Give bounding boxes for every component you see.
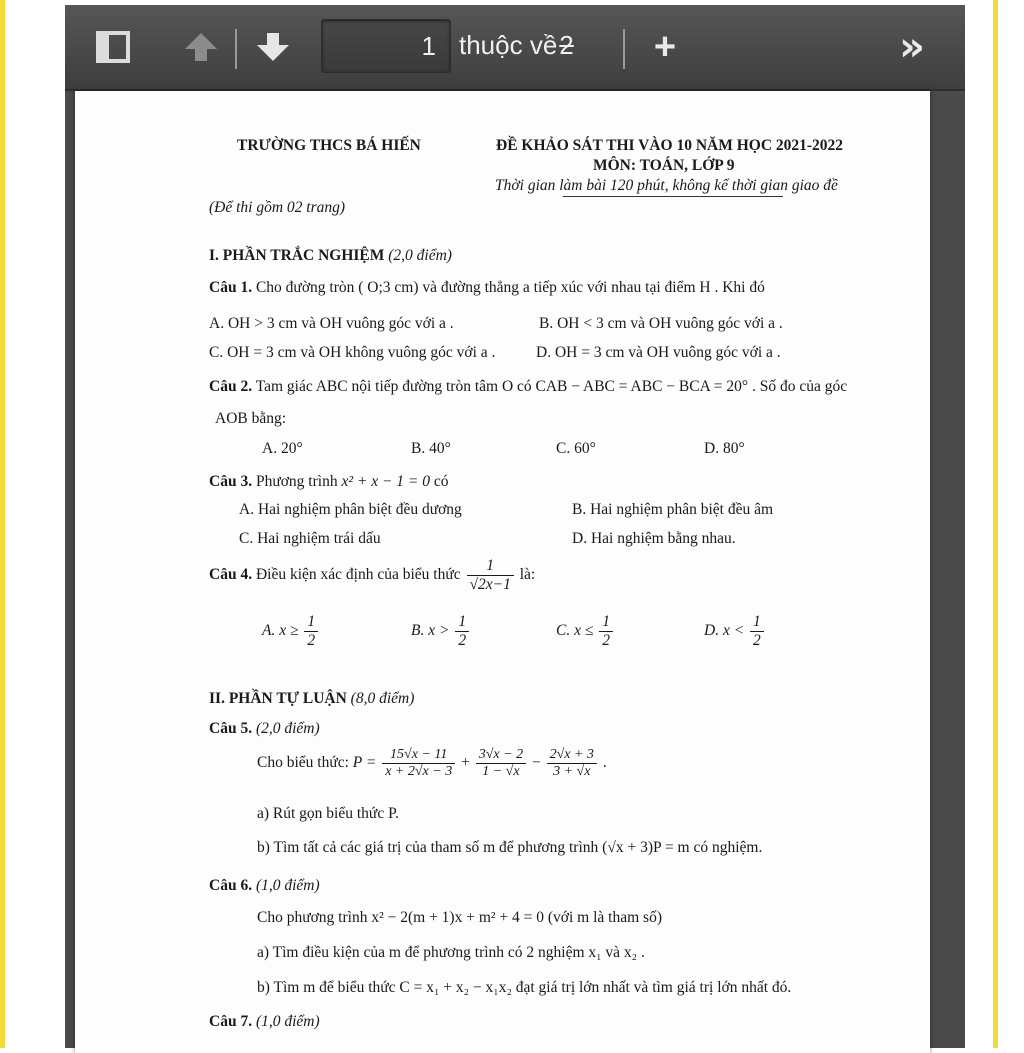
q1-option-b: B. OH < 3 cm và OH vuông góc với a . <box>539 315 783 332</box>
question-text-end: có <box>433 473 449 490</box>
q2-option-b: B. 40° <box>411 440 451 457</box>
part2-title: II. PHẦN TỰ LUẬN <box>209 690 347 707</box>
question-equation: x² + x − 1 = 0 <box>341 473 430 490</box>
viewer-toolbar <box>65 5 965 91</box>
part1-heading <box>209 247 452 266</box>
pages-note: (Để thi gồm 02 trang) <box>209 199 346 216</box>
fraction-denominator: 2 <box>307 631 316 649</box>
operator: + <box>461 754 470 772</box>
question-label: Câu 4. <box>209 565 253 583</box>
question-text: Cho đường tròn ( O;3 cm) và đường thẳng a tiếp xúc với nhau tại điểm H . Khi đó <box>255 279 765 296</box>
part2-points: (8,0 điểm) <box>350 690 415 707</box>
question-3 <box>209 473 449 492</box>
page-count-label <box>459 25 574 65</box>
exam-title: ĐỀ KHẢO SÁT THI VÀO 10 NĂM HỌC 2021-2022 <box>496 137 844 154</box>
viewer-scroll-gutter[interactable] <box>940 91 965 1048</box>
q3-option-a: A. Hai nghiệm phân biệt đều dương <box>239 501 462 518</box>
question-label: Câu 2. <box>209 378 253 395</box>
question-text-end: là: <box>519 565 536 583</box>
q5-part-b: b) Tìm tất cả các giá trị của tham số m để phương trình (√x + 3)P = m có nghiệm. <box>257 839 763 856</box>
q6-part-b: b) Tìm m để biểu thức C = x₁ + x₂ − x₁x₂ đạt giá trị lớn nhất và tìm giá trị lớn nhất đó. <box>257 979 792 996</box>
expression-fraction-2 <box>476 747 526 780</box>
question-text: Tam giác ABC nội tiếp đường tròn tâm O có CAB − ABC = ABC − BCA = 20° . Số đo của góc <box>255 378 848 395</box>
question-label: Câu 1. <box>209 279 253 296</box>
q4-option-d <box>704 613 766 650</box>
header-underline <box>563 196 783 197</box>
q3-option-d: D. Hai nghiệm bằng nhau. <box>572 530 736 547</box>
fraction-denominator: √2x−1 <box>469 575 511 593</box>
fraction-numerator: 1 <box>467 557 514 576</box>
arrow-up-icon <box>183 29 219 65</box>
option-fraction <box>455 613 469 650</box>
frame-border-right <box>993 0 998 1048</box>
question-2 <box>209 378 847 397</box>
expression-fraction-3 <box>547 747 597 780</box>
q5-part-a: a) Rút gọn biểu thức P. <box>257 805 399 822</box>
question-points: (2,0 điểm) <box>255 720 320 737</box>
fraction-denominator: 1 − √x <box>482 764 520 780</box>
expression-end: . <box>602 754 607 772</box>
fraction-numerator: 1 <box>304 613 318 632</box>
question-label: Câu 7. <box>209 1013 253 1030</box>
document-page <box>75 91 930 1053</box>
q4-option-c <box>556 613 615 650</box>
fraction-numerator: 1 <box>750 613 764 632</box>
exam-time: Thời gian làm bài 120 phút, không kể thời gian giao đề <box>495 177 838 194</box>
question-1 <box>209 279 765 298</box>
q2-option-d: D. 80° <box>704 440 745 457</box>
fraction-denominator: 2 <box>458 631 467 649</box>
q6-part-a: a) Tìm điều kiện của m để phương trình có 2 nghiệm x₁ và x₂ . <box>257 944 645 961</box>
fraction-denominator: 2 <box>753 631 761 649</box>
q2-option-c: C. 60° <box>556 440 596 457</box>
frame-border-left <box>0 0 5 1048</box>
school-name: TRƯỜNG THCS BÁ HIẾN <box>237 137 421 154</box>
q1-option-d: D. OH = 3 cm và OH vuông góc với a . <box>536 344 781 361</box>
fraction-numerator: 15√x − 11 <box>382 747 455 764</box>
question-text: Điều kiện xác định của biểu thức <box>255 565 461 583</box>
q1-option-a: A. OH > 3 cm và OH vuông góc với a . <box>209 315 454 332</box>
option-text: A. x ≥ <box>262 621 299 639</box>
fraction-denominator: 2 <box>602 631 610 649</box>
page-number-input[interactable]: 1 <box>321 19 451 73</box>
part1-points: (2,0 điểm) <box>388 247 452 264</box>
page-total: 2 <box>559 29 574 60</box>
previous-page-button[interactable] <box>181 27 221 67</box>
question-text-cont: AOB bằng: <box>215 410 287 427</box>
pdf-viewer <box>65 5 965 1048</box>
question-6 <box>209 877 320 896</box>
question-label: Câu 3. <box>209 473 253 490</box>
q2-option-a: A. 20° <box>262 440 303 457</box>
q4-option-a <box>262 613 320 650</box>
q3-option-c: C. Hai nghiệm trái dấu <box>239 530 381 547</box>
option-text: B. x > <box>411 621 450 639</box>
exam-subject: MÔN: TOÁN, LỚP 9 <box>593 157 735 174</box>
q5-expression <box>257 747 607 780</box>
expression-lhs: P = <box>352 754 377 772</box>
q6-intro: Cho phương trình x² − 2(m + 1)x + m² + 4 = 0 (với m là tham số) <box>257 909 662 926</box>
fraction-denominator: x + 2√x − 3 <box>385 764 453 780</box>
expression-intro: Cho biểu thức: <box>257 754 349 772</box>
part1-title: I. PHẦN TRẮC NGHIỆM <box>209 247 385 264</box>
question-4 <box>209 557 535 594</box>
option-fraction <box>750 613 764 650</box>
question-5 <box>209 720 320 739</box>
fraction-numerator: 1 <box>455 613 469 632</box>
question-points: (1,0 điểm) <box>255 877 320 894</box>
next-page-button[interactable] <box>253 27 293 67</box>
sidebar-toggle-icon <box>96 30 130 64</box>
option-fraction <box>599 613 613 650</box>
fraction-numerator: 3√x − 2 <box>476 747 526 764</box>
toolbar-separator <box>623 29 625 69</box>
fraction-numerator: 2√x + 3 <box>547 747 597 764</box>
option-text: D. x < <box>704 621 745 639</box>
question-points: (1,0 điểm) <box>255 1013 320 1030</box>
q3-option-b: B. Hai nghiệm phân biệt đều âm <box>572 501 774 518</box>
more-tools-button[interactable]: » <box>899 24 925 70</box>
q1-option-c: C. OH = 3 cm và OH không vuông góc với a . <box>209 344 496 361</box>
zoom-in-button[interactable]: + <box>653 25 677 68</box>
question-7 <box>209 1013 320 1032</box>
toolbar-separator <box>235 29 237 69</box>
page-of-text: thuộc về <box>459 29 558 60</box>
sidebar-toggle-button[interactable] <box>95 29 131 65</box>
option-fraction <box>304 613 318 650</box>
part2-heading <box>209 690 414 709</box>
option-text: C. x ≤ <box>556 621 594 639</box>
fraction-numerator: 1 <box>599 613 613 632</box>
question-label: Câu 6. <box>209 877 253 894</box>
operator: − <box>531 754 541 772</box>
q4-option-b <box>411 613 471 650</box>
expression-fraction-1 <box>382 747 455 780</box>
question-text: Phương trình <box>255 473 338 490</box>
fraction-denominator: 3 + √x <box>553 764 591 780</box>
arrow-down-icon <box>255 29 291 65</box>
question-label: Câu 5. <box>209 720 253 737</box>
q4-fraction <box>467 557 514 594</box>
